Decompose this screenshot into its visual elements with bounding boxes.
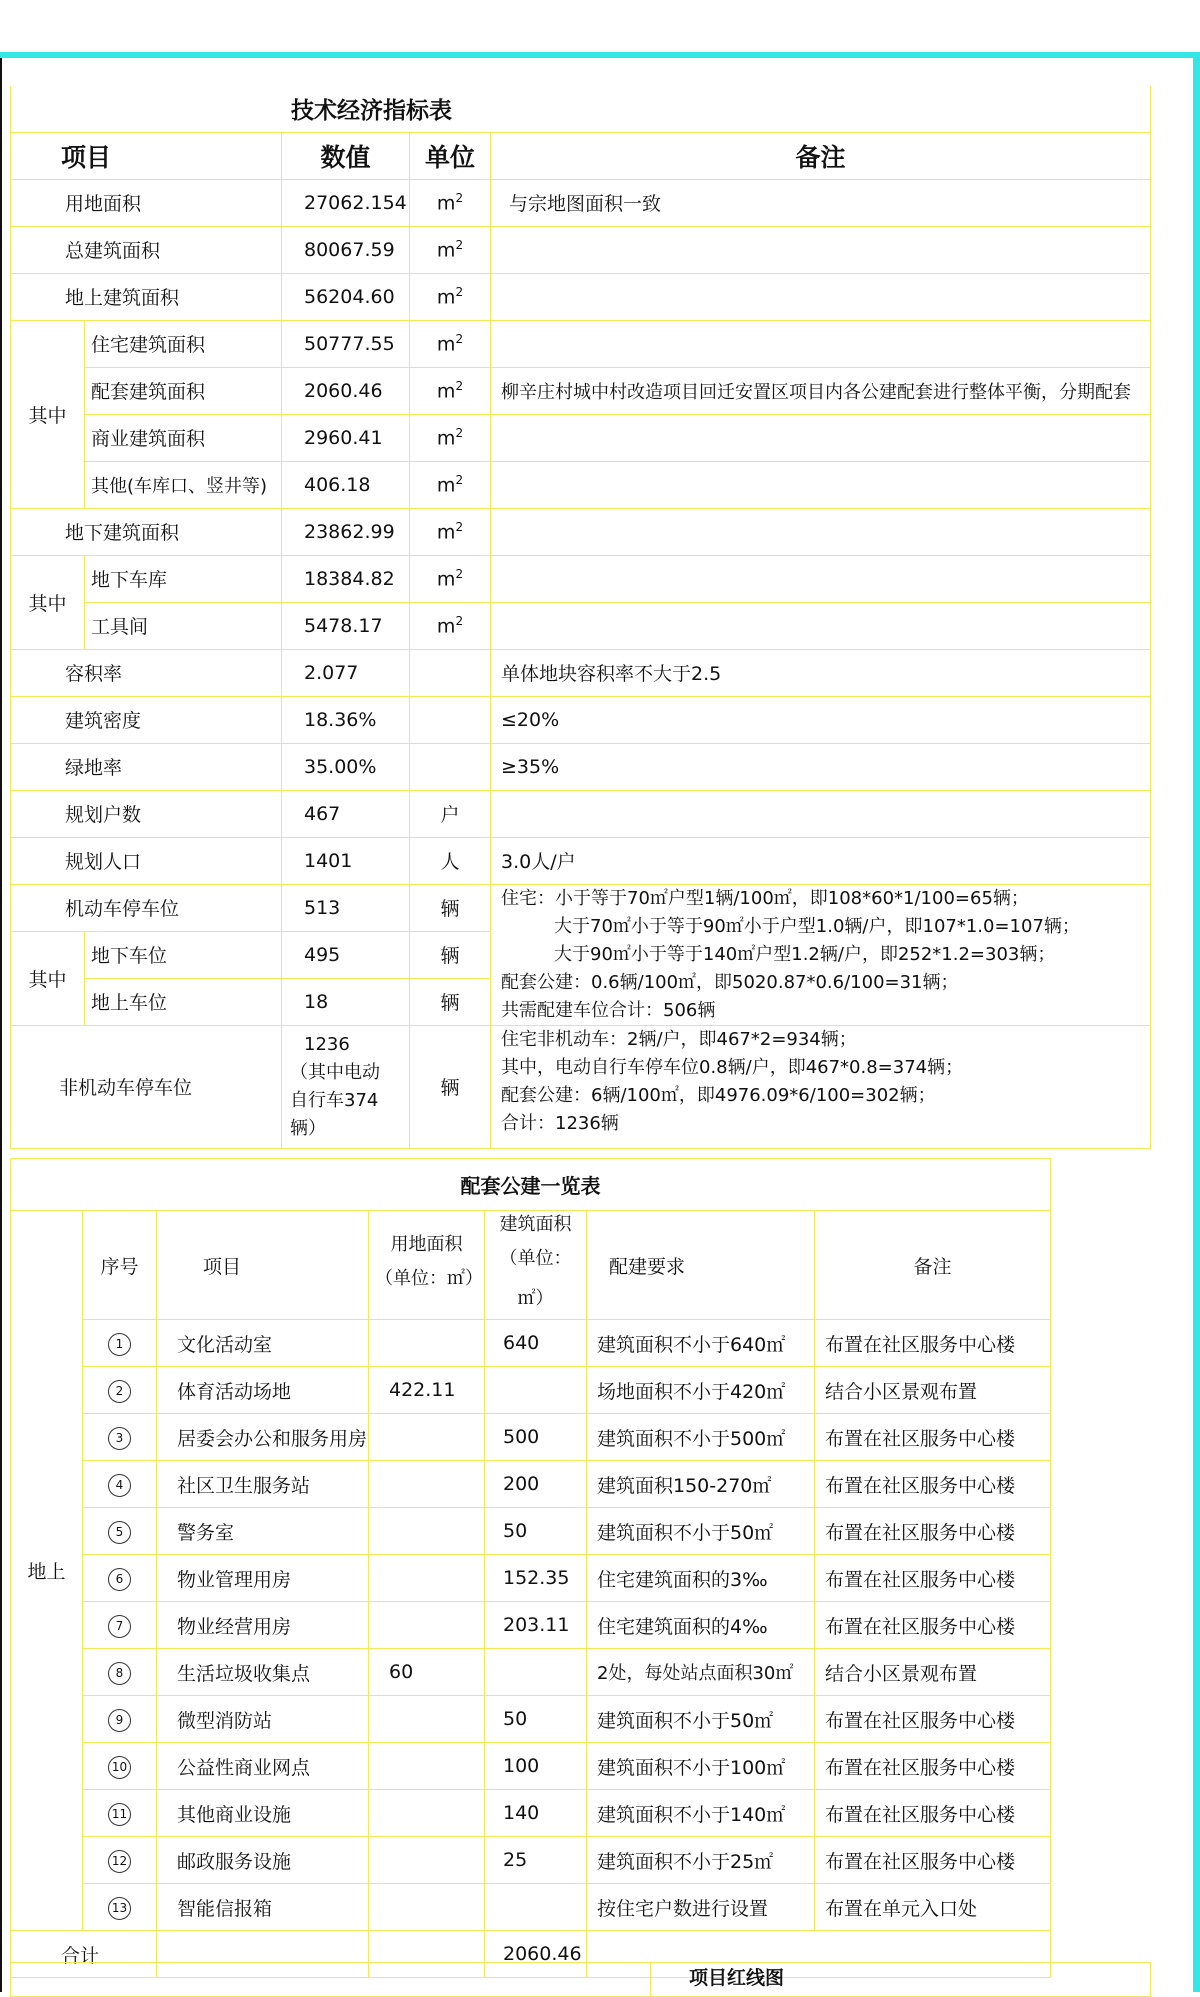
seq-badge: 1 (83, 1320, 157, 1367)
table-row (11, 461, 1151, 508)
facility-row (11, 1837, 1051, 1884)
table-row (11, 790, 1151, 837)
facility-row (11, 1461, 1051, 1508)
row-label: 地下车库 (85, 555, 282, 602)
row-note: ≥35% (491, 743, 1151, 790)
table-row (11, 555, 1151, 602)
facility-land: 422.11 (369, 1367, 485, 1414)
table-row (11, 884, 1151, 931)
facility-req: 按住宅户数进行设置 (587, 1884, 815, 1931)
row-label: 规划户数 (11, 790, 282, 837)
row-label: 住宅建筑面积 (85, 320, 282, 367)
row-value: 56204.60 (282, 273, 410, 320)
group-label-under: 其中 (11, 555, 85, 649)
row-value: 18.36% (282, 696, 410, 743)
facility-land (369, 1790, 485, 1837)
nonmotor-value-line: 自行车374辆） (290, 1089, 379, 1139)
facility-req: 建筑面积150-270㎡ (587, 1461, 815, 1508)
table-row (11, 367, 1151, 414)
facility-row (11, 1884, 1051, 1931)
row-value: 18 (282, 978, 410, 1025)
facility-req: 住宅建筑面积的4‰ (587, 1602, 815, 1649)
row-unit: $m^2$ (410, 555, 491, 602)
facility-title: 配套公建一览表 (11, 1159, 1051, 1211)
nonmotor-note-line: 配套公建：6辆/100㎡，即4976.09*6/100=302辆； (501, 1084, 936, 1106)
table-row (11, 226, 1151, 273)
row-note (491, 555, 1151, 602)
row-label: 工具间 (85, 602, 282, 649)
facility-note: 布置在社区服务中心楼 (815, 1696, 1051, 1743)
seq-badge: 4 (83, 1461, 157, 1508)
header-value: 数值 (282, 132, 410, 179)
row-note: 3.0人/户 (491, 837, 1151, 884)
facility-build: 50 (485, 1508, 587, 1555)
header-note: 备注 (815, 1211, 1051, 1320)
parking-note-line: 配套公建：0.6辆/100㎡，即5020.87*0.6/100=31辆； (501, 971, 959, 993)
facility-note: 布置在社区服务中心楼 (815, 1508, 1051, 1555)
row-value: 495 (282, 931, 410, 978)
facility-build: 140 (485, 1790, 587, 1837)
row-unit: 人 (410, 837, 491, 884)
header-land (369, 1211, 485, 1320)
facility-build: 200 (485, 1461, 587, 1508)
facility-build (485, 1649, 587, 1696)
facility-land (369, 1508, 485, 1555)
seq-badge: 10 (83, 1743, 157, 1790)
row-unit (410, 649, 491, 696)
facility-req: 建筑面积不小于640㎡ (587, 1320, 815, 1367)
header-build-line: 建筑面积 (499, 1214, 572, 1235)
row-label: 非机动车停车位 (11, 1025, 282, 1148)
facility-note: 布置在社区服务中心楼 (815, 1602, 1051, 1649)
facility-item: 邮政服务设施 (157, 1837, 369, 1884)
facility-land (369, 1884, 485, 1931)
table-row (11, 837, 1151, 884)
seq-badge: 8 (83, 1649, 157, 1696)
table-row (11, 602, 1151, 649)
header-item: 项目 (11, 132, 282, 179)
facility-land (369, 1555, 485, 1602)
row-unit: $m^2$ (410, 461, 491, 508)
facility-req: 建筑面积不小于25㎡ (587, 1837, 815, 1884)
facility-item: 生活垃圾收集点 (157, 1649, 369, 1696)
facility-note: 结合小区景观布置 (815, 1367, 1051, 1414)
row-label: 用地面积 (11, 179, 282, 226)
facility-item: 警务室 (157, 1508, 369, 1555)
facility-build: 152.35 (485, 1555, 587, 1602)
facility-build: 500 (485, 1414, 587, 1461)
total-build: 2060.46 (485, 1931, 587, 1978)
table-row (11, 696, 1151, 743)
footer-blank (11, 1963, 651, 1997)
facility-note: 布置在社区服务中心楼 (815, 1414, 1051, 1461)
facility-land: 60 (369, 1649, 485, 1696)
facility-item: 其他商业设施 (157, 1790, 369, 1837)
row-label: 地下建筑面积 (11, 508, 282, 555)
header-item: 项目 (157, 1211, 369, 1320)
row-unit (410, 743, 491, 790)
facility-item: 居委会办公和服务用房 (157, 1414, 369, 1461)
facility-table (10, 1158, 1051, 1978)
facility-row (11, 1602, 1051, 1649)
row-label: 地上车位 (85, 978, 282, 1025)
nonmotor-note-line: 住宅非机动车：2辆/户，即467*2=934辆； (501, 1028, 857, 1050)
seq-badge: 6 (83, 1555, 157, 1602)
row-label: 容积率 (11, 649, 282, 696)
facility-item: 文化活动室 (157, 1320, 369, 1367)
facility-row (11, 1743, 1051, 1790)
seq-badge: 9 (83, 1696, 157, 1743)
seq-badge: 2 (83, 1367, 157, 1414)
row-note (491, 273, 1151, 320)
row-note (491, 226, 1151, 273)
facility-item: 公益性商业网点 (157, 1743, 369, 1790)
table-title: 技术经济指标表 (11, 86, 1151, 132)
facility-note: 布置在社区服务中心楼 (815, 1743, 1051, 1790)
facility-land (369, 1602, 485, 1649)
parking-note-line: 住宅：小于等于70㎡户型1辆/100㎡，即108*60*1/100=65辆； (501, 887, 1029, 909)
facility-note: 结合小区景观布置 (815, 1649, 1051, 1696)
parking-note-line: 大于90㎡小于等于140㎡户型1.2辆/户，即252*1.2=303辆； (554, 943, 1056, 965)
table-row (11, 649, 1151, 696)
row-value: 406.18 (282, 461, 410, 508)
seq-badge: 3 (83, 1414, 157, 1461)
row-value: 35.00% (282, 743, 410, 790)
header-build-line: （单位：㎡） (499, 1248, 572, 1309)
facility-build: 203.11 (485, 1602, 587, 1649)
facility-note: 布置在社区服务中心楼 (815, 1790, 1051, 1837)
header-seq: 序号 (83, 1211, 157, 1320)
row-value: 2060.46 (282, 367, 410, 414)
nonmotor-note (491, 1025, 1151, 1148)
row-unit: $m^2$ (410, 508, 491, 555)
row-note (491, 602, 1151, 649)
facility-note: 布置在社区服务中心楼 (815, 1555, 1051, 1602)
row-unit: $m^2$ (410, 273, 491, 320)
row-unit: 辆 (410, 884, 491, 931)
row-note (491, 461, 1151, 508)
facility-row (11, 1649, 1051, 1696)
facility-note: 布置在社区服务中心楼 (815, 1461, 1051, 1508)
row-value: 23862.99 (282, 508, 410, 555)
facility-land (369, 1414, 485, 1461)
row-unit: 辆 (410, 1025, 491, 1148)
facility-build: 100 (485, 1743, 587, 1790)
row-note: 单体地块容积率不大于2.5 (491, 649, 1151, 696)
facility-row (11, 1790, 1051, 1837)
facility-req: 建筑面积不小于50㎡ (587, 1696, 815, 1743)
row-value: 50777.55 (282, 320, 410, 367)
row-value: 2.077 (282, 649, 410, 696)
facility-item: 体育活动场地 (157, 1367, 369, 1414)
drawing-border-left (0, 58, 2, 1992)
row-unit: $m^2$ (410, 320, 491, 367)
side-label: 地上 (11, 1211, 83, 1931)
table-row (11, 320, 1151, 367)
facility-row (11, 1696, 1051, 1743)
row-note: 柳辛庄村城中村改造项目回迁安置区项目内各公建配套进行整体平衡，分期配套 (491, 367, 1151, 414)
row-unit: $m^2$ (410, 226, 491, 273)
row-note (491, 508, 1151, 555)
cyan-frame-right (1193, 52, 1200, 1992)
header-unit: 单位 (410, 132, 491, 179)
redline-label: 项目红线图 (651, 1963, 1151, 1997)
row-label: 商业建筑面积 (85, 414, 282, 461)
row-value: 1401 (282, 837, 410, 884)
row-unit: $m^2$ (410, 367, 491, 414)
facility-req: 2处，每处站点面积30㎡ (587, 1649, 815, 1696)
facility-row (11, 1508, 1051, 1555)
facility-req: 场地面积不小于420㎡ (587, 1367, 815, 1414)
facility-row (11, 1555, 1051, 1602)
row-unit: 辆 (410, 931, 491, 978)
row-label: 绿地率 (11, 743, 282, 790)
row-value: 5478.17 (282, 602, 410, 649)
cyan-frame-top (0, 52, 1200, 58)
nonmotor-value-line: 1236 (304, 1033, 350, 1055)
header-land-line: （单位：㎡） (375, 1268, 483, 1289)
row-label: 配套建筑面积 (85, 367, 282, 414)
facility-item: 物业管理用房 (157, 1555, 369, 1602)
row-value: 2960.41 (282, 414, 410, 461)
facility-header-row (11, 1211, 1051, 1320)
row-value (282, 1025, 410, 1148)
row-note: ≤20% (491, 696, 1151, 743)
tech-economic-table (10, 86, 1151, 1149)
row-label: 规划人口 (11, 837, 282, 884)
row-value: 467 (282, 790, 410, 837)
group-label-parking: 其中 (11, 931, 85, 1025)
table-row (11, 508, 1151, 555)
row-note (491, 414, 1151, 461)
facility-build: 50 (485, 1696, 587, 1743)
parking-note (491, 884, 1151, 1025)
facility-req: 建筑面积不小于50㎡ (587, 1508, 815, 1555)
row-note (491, 790, 1151, 837)
seq-badge: 7 (83, 1602, 157, 1649)
facility-note: 布置在社区服务中心楼 (815, 1320, 1051, 1367)
facility-req: 建筑面积不小于500㎡ (587, 1414, 815, 1461)
group-label-above: 其中 (11, 320, 85, 508)
nonmotor-note-line: 其中，电动自行车停车位0.8辆/户，即467*0.8=374辆； (501, 1056, 964, 1078)
nonmotor-note-line: 合计：1236辆 (501, 1112, 619, 1134)
facility-land (369, 1461, 485, 1508)
facility-land (369, 1743, 485, 1790)
row-unit: 户 (410, 790, 491, 837)
seq-badge: 5 (83, 1508, 157, 1555)
facility-req: 建筑面积不小于100㎡ (587, 1743, 815, 1790)
facility-land (369, 1320, 485, 1367)
row-value: 18384.82 (282, 555, 410, 602)
table-row (11, 273, 1151, 320)
seq-badge: 11 (83, 1790, 157, 1837)
row-label: 总建筑面积 (11, 226, 282, 273)
header-req: 配建要求 (587, 1211, 815, 1320)
facility-land (369, 1837, 485, 1884)
table-row (11, 743, 1151, 790)
row-unit: $m^2$ (410, 602, 491, 649)
row-label: 建筑密度 (11, 696, 282, 743)
facility-build: 640 (485, 1320, 587, 1367)
facility-req: 住宅建筑面积的3‰ (587, 1555, 815, 1602)
row-unit: $m^2$ (410, 179, 491, 226)
table-row (11, 179, 1151, 226)
row-value: 513 (282, 884, 410, 931)
row-value: 80067.59 (282, 226, 410, 273)
facility-build (485, 1884, 587, 1931)
header-build (485, 1211, 587, 1320)
row-label: 机动车停车位 (11, 884, 282, 931)
table-row (11, 414, 1151, 461)
total-label: 合计 (11, 1931, 157, 1978)
facility-row (11, 1367, 1051, 1414)
row-label: 其他(车库口、竖井等) (85, 461, 282, 508)
facility-row (11, 1414, 1051, 1461)
facility-item: 微型消防站 (157, 1696, 369, 1743)
facility-row (11, 1320, 1051, 1367)
row-unit: $m^2$ (410, 414, 491, 461)
seq-badge: 12 (83, 1837, 157, 1884)
nonmotor-value-line: （其中电动 (290, 1061, 380, 1083)
seq-badge: 13 (83, 1884, 157, 1931)
row-note (491, 320, 1151, 367)
row-value: 27062.154 (282, 179, 410, 226)
row-note: 与宗地图面积一致 (491, 179, 1151, 226)
parking-note-line: 共需配建车位合计：506辆 (501, 999, 716, 1021)
facility-item: 社区卫生服务站 (157, 1461, 369, 1508)
facility-note: 布置在单元入口处 (815, 1884, 1051, 1931)
header-land-line: 用地面积 (390, 1234, 463, 1255)
facility-req: 建筑面积不小于140㎡ (587, 1790, 815, 1837)
row-unit (410, 696, 491, 743)
facility-note: 布置在社区服务中心楼 (815, 1837, 1051, 1884)
row-label: 地下车位 (85, 931, 282, 978)
table-row (11, 1025, 1151, 1148)
facility-build (485, 1367, 587, 1414)
facility-item: 物业经营用房 (157, 1602, 369, 1649)
parking-note-line: 大于70㎡小于等于90㎡小于户型1.0辆/户，即107*1.0=107辆； (554, 915, 1080, 937)
facility-land (369, 1696, 485, 1743)
row-label: 地上建筑面积 (11, 273, 282, 320)
facility-item: 智能信报箱 (157, 1884, 369, 1931)
facility-build: 25 (485, 1837, 587, 1884)
row-unit: 辆 (410, 978, 491, 1025)
header-note: 备注 (491, 132, 1151, 179)
